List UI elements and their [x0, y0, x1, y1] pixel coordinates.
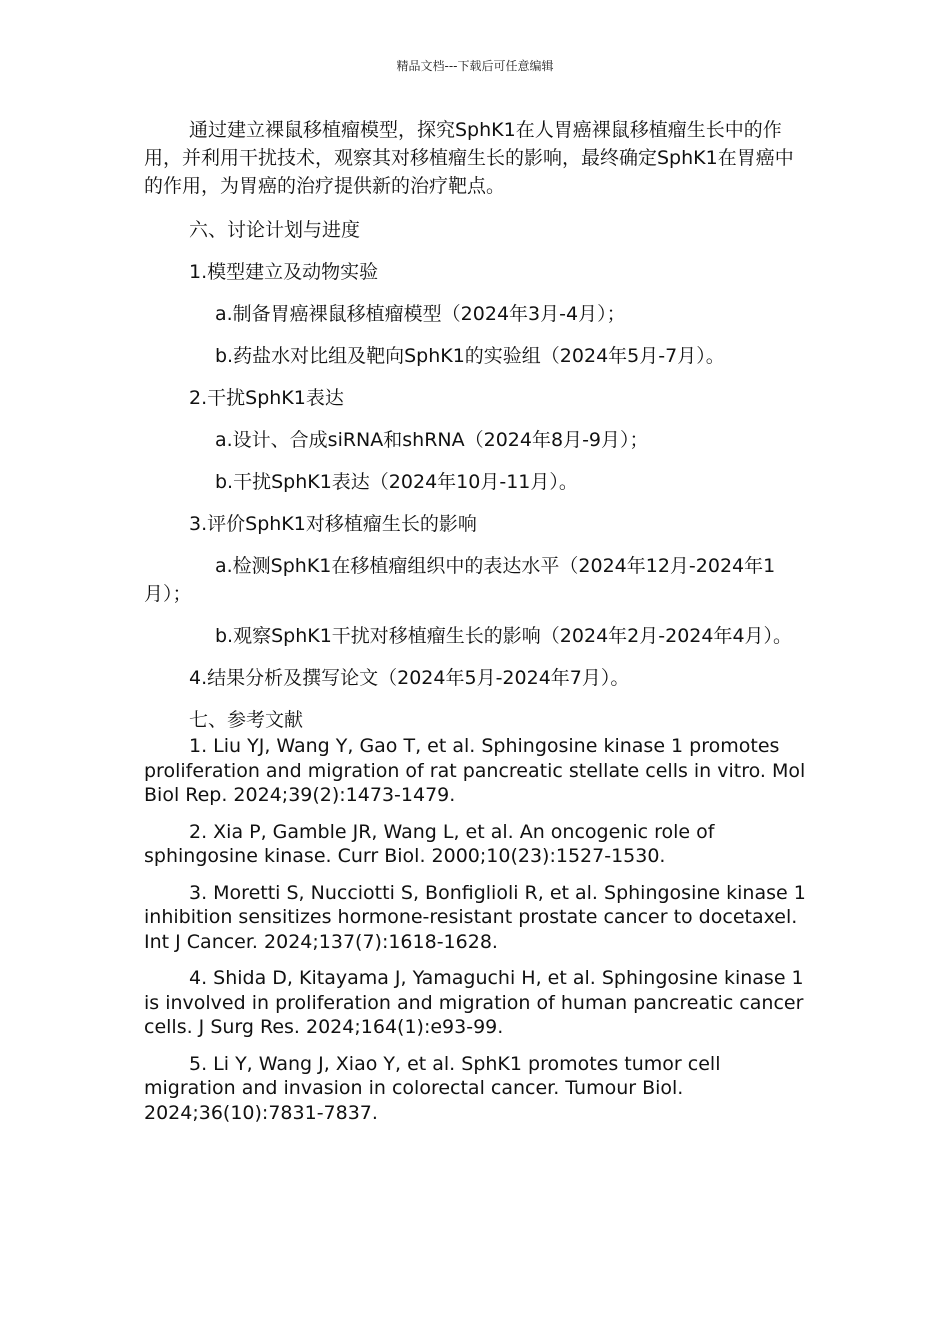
- schedule-item-2a: a.设计、合成siRNA和shRNA（2024年8月-9月）；: [215, 429, 649, 451]
- reference-item-3: 3. Moretti S, Nucciotti S, Bonfiglioli R, et al. Sphingosine kinase 1 inhibition sensitizes hormone-resistant prostate cancer to docetaxel. Int J Cancer. 2024;137(7):1618-1628.: [144, 881, 806, 953]
- schedule-item-4: 4.结果分析及撰写论文（2024年5月-2024年7月）。: [189, 667, 630, 689]
- document-body: [144, 116, 809, 1125]
- schedule-item-3: 3.评价SphK1对移植瘤生长的影响: [189, 513, 477, 535]
- schedule-item-2b: b.干扰SphK1表达（2024年10月-11月）。: [215, 471, 578, 493]
- schedule-item-3a: a.检测SphK1在移植瘤组织中的表达水平（2024年12月-2024年1月）；: [144, 555, 776, 605]
- intro-paragraph: 通过建立裸鼠移植瘤模型，探究SphK1在人胃癌裸鼠移植瘤生长中的作用，并利用干扰技术，观察其对移植瘤生长的影响，最终确定SphK1在胃癌中的作用，为胃癌的治疗提供新的治疗靶点。: [144, 119, 794, 197]
- reference-item-5: 5. Li Y, Wang J, Xiao Y, et al. SphK1 promotes tumor cell migration and invasion in colorectal cancer. Tumour Biol. 2024;36(10):7831-7837.: [144, 1052, 721, 1124]
- schedule-item-1: 1.模型建立及动物实验: [189, 261, 379, 283]
- reference-item-1: 1. Liu YJ, Wang Y, Gao T, et al. Sphingosine kinase 1 promotes proliferation and migration of rat pancreatic stellate cells in vitro. Mol Biol Rep. 2024;39(2):1473-1479.: [144, 735, 806, 806]
- page-header: 精品文档---下载后可任意编辑: [396, 59, 554, 73]
- schedule-item-1b: b.药盐水对比组及靶向SphK1的实验组（2024年5月-7月）。: [215, 345, 725, 367]
- schedule-item-2: 2.干扰SphK1表达: [189, 387, 344, 409]
- schedule-item-3b: b.观察SphK1干扰对移植瘤生长的影响（2024年2月-2024年4月）。: [215, 625, 793, 647]
- reference-item-2: 2. Xia P, Gamble JR, Wang L, et al. An oncogenic role of sphingosine kinase. Curr Biol. 2000;10(23):1527-1530.: [144, 820, 715, 867]
- schedule-item-1a: a.制备胃癌裸鼠移植瘤模型（2024年3月-4月）；: [215, 303, 626, 325]
- section-heading-schedule: 六、讨论计划与进度: [189, 219, 361, 241]
- reference-item-4: 4. Shida D, Kitayama J, Yamaguchi H, et al. Sphingosine kinase 1 is involved in proliferation and migration of human pancreatic cancer cells. J Surg Res. 2024;164(1):e93-99.: [144, 967, 804, 1038]
- section-heading-references: 七、参考文献: [189, 709, 304, 731]
